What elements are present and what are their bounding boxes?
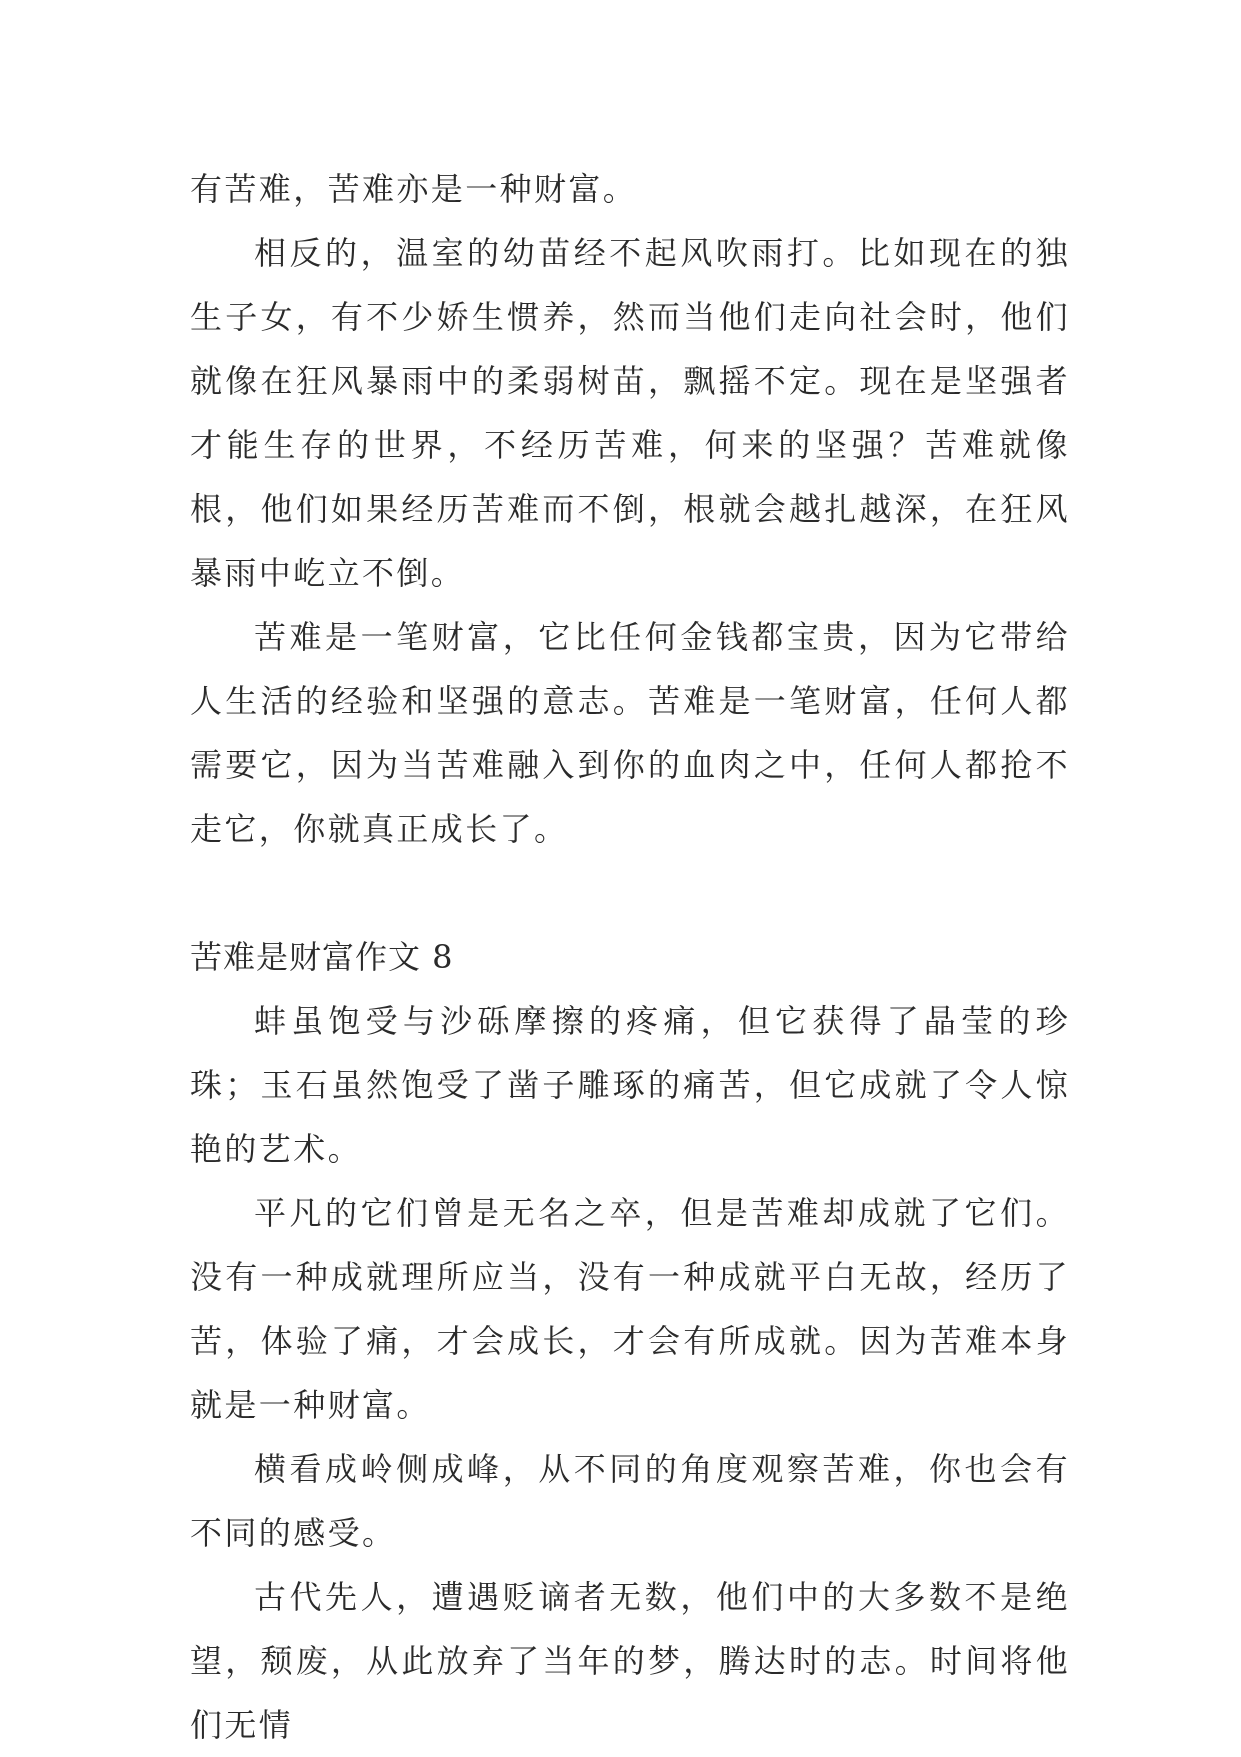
paragraph: 有苦难，苦难亦是一种财富。 — [190, 170, 638, 208]
paragraph: 横看成岭侧成峰，从不同的角度观察苦难，你也会有不同的感受。 — [190, 1450, 1070, 1552]
document-body — [190, 157, 1070, 1757]
paragraph: 相反的，温室的幼苗经不起风吹雨打。比如现在的独生子女，有不少娇生惯养，然而当他们走向社会时，他们就像在狂风暴雨中的柔弱树苗，飘摇不定。现在是坚强者才能生存的世界，不经历苦难，何来的坚强？苦难就像根，他们如果经历苦难而不倒，根就会越扎越深，在狂风暴雨中屹立不倒。 — [190, 234, 1070, 592]
paragraph: 平凡的它们曾是无名之卒，但是苦难却成就了它们。没有一种成就理所应当，没有一种成就平白无故，经历了苦，体验了痛，才会成长，才会有所成就。因为苦难本身就是一种财富。 — [190, 1194, 1070, 1424]
paragraph: 蚌虽饱受与沙砾摩擦的疼痛，但它获得了晶莹的珍珠；玉石虽然饱受了凿子雕琢的痛苦，但它成就了令人惊艳的艺术。 — [190, 1002, 1070, 1168]
paragraph: 苦难是一笔财富，它比任何金钱都宝贵，因为它带给人生活的经验和坚强的意志。苦难是一笔财富，任何人都需要它，因为当苦难融入到你的血肉之中，任何人都抢不走它，你就真正成长了。 — [190, 618, 1070, 848]
section-heading: 苦难是财富作文 8 — [190, 938, 454, 976]
paragraph: 古代先人，遭遇贬谪者无数，他们中的大多数不是绝望，颓废，从此放弃了当年的梦，腾达时的志。时间将他们无情 — [190, 1578, 1070, 1744]
